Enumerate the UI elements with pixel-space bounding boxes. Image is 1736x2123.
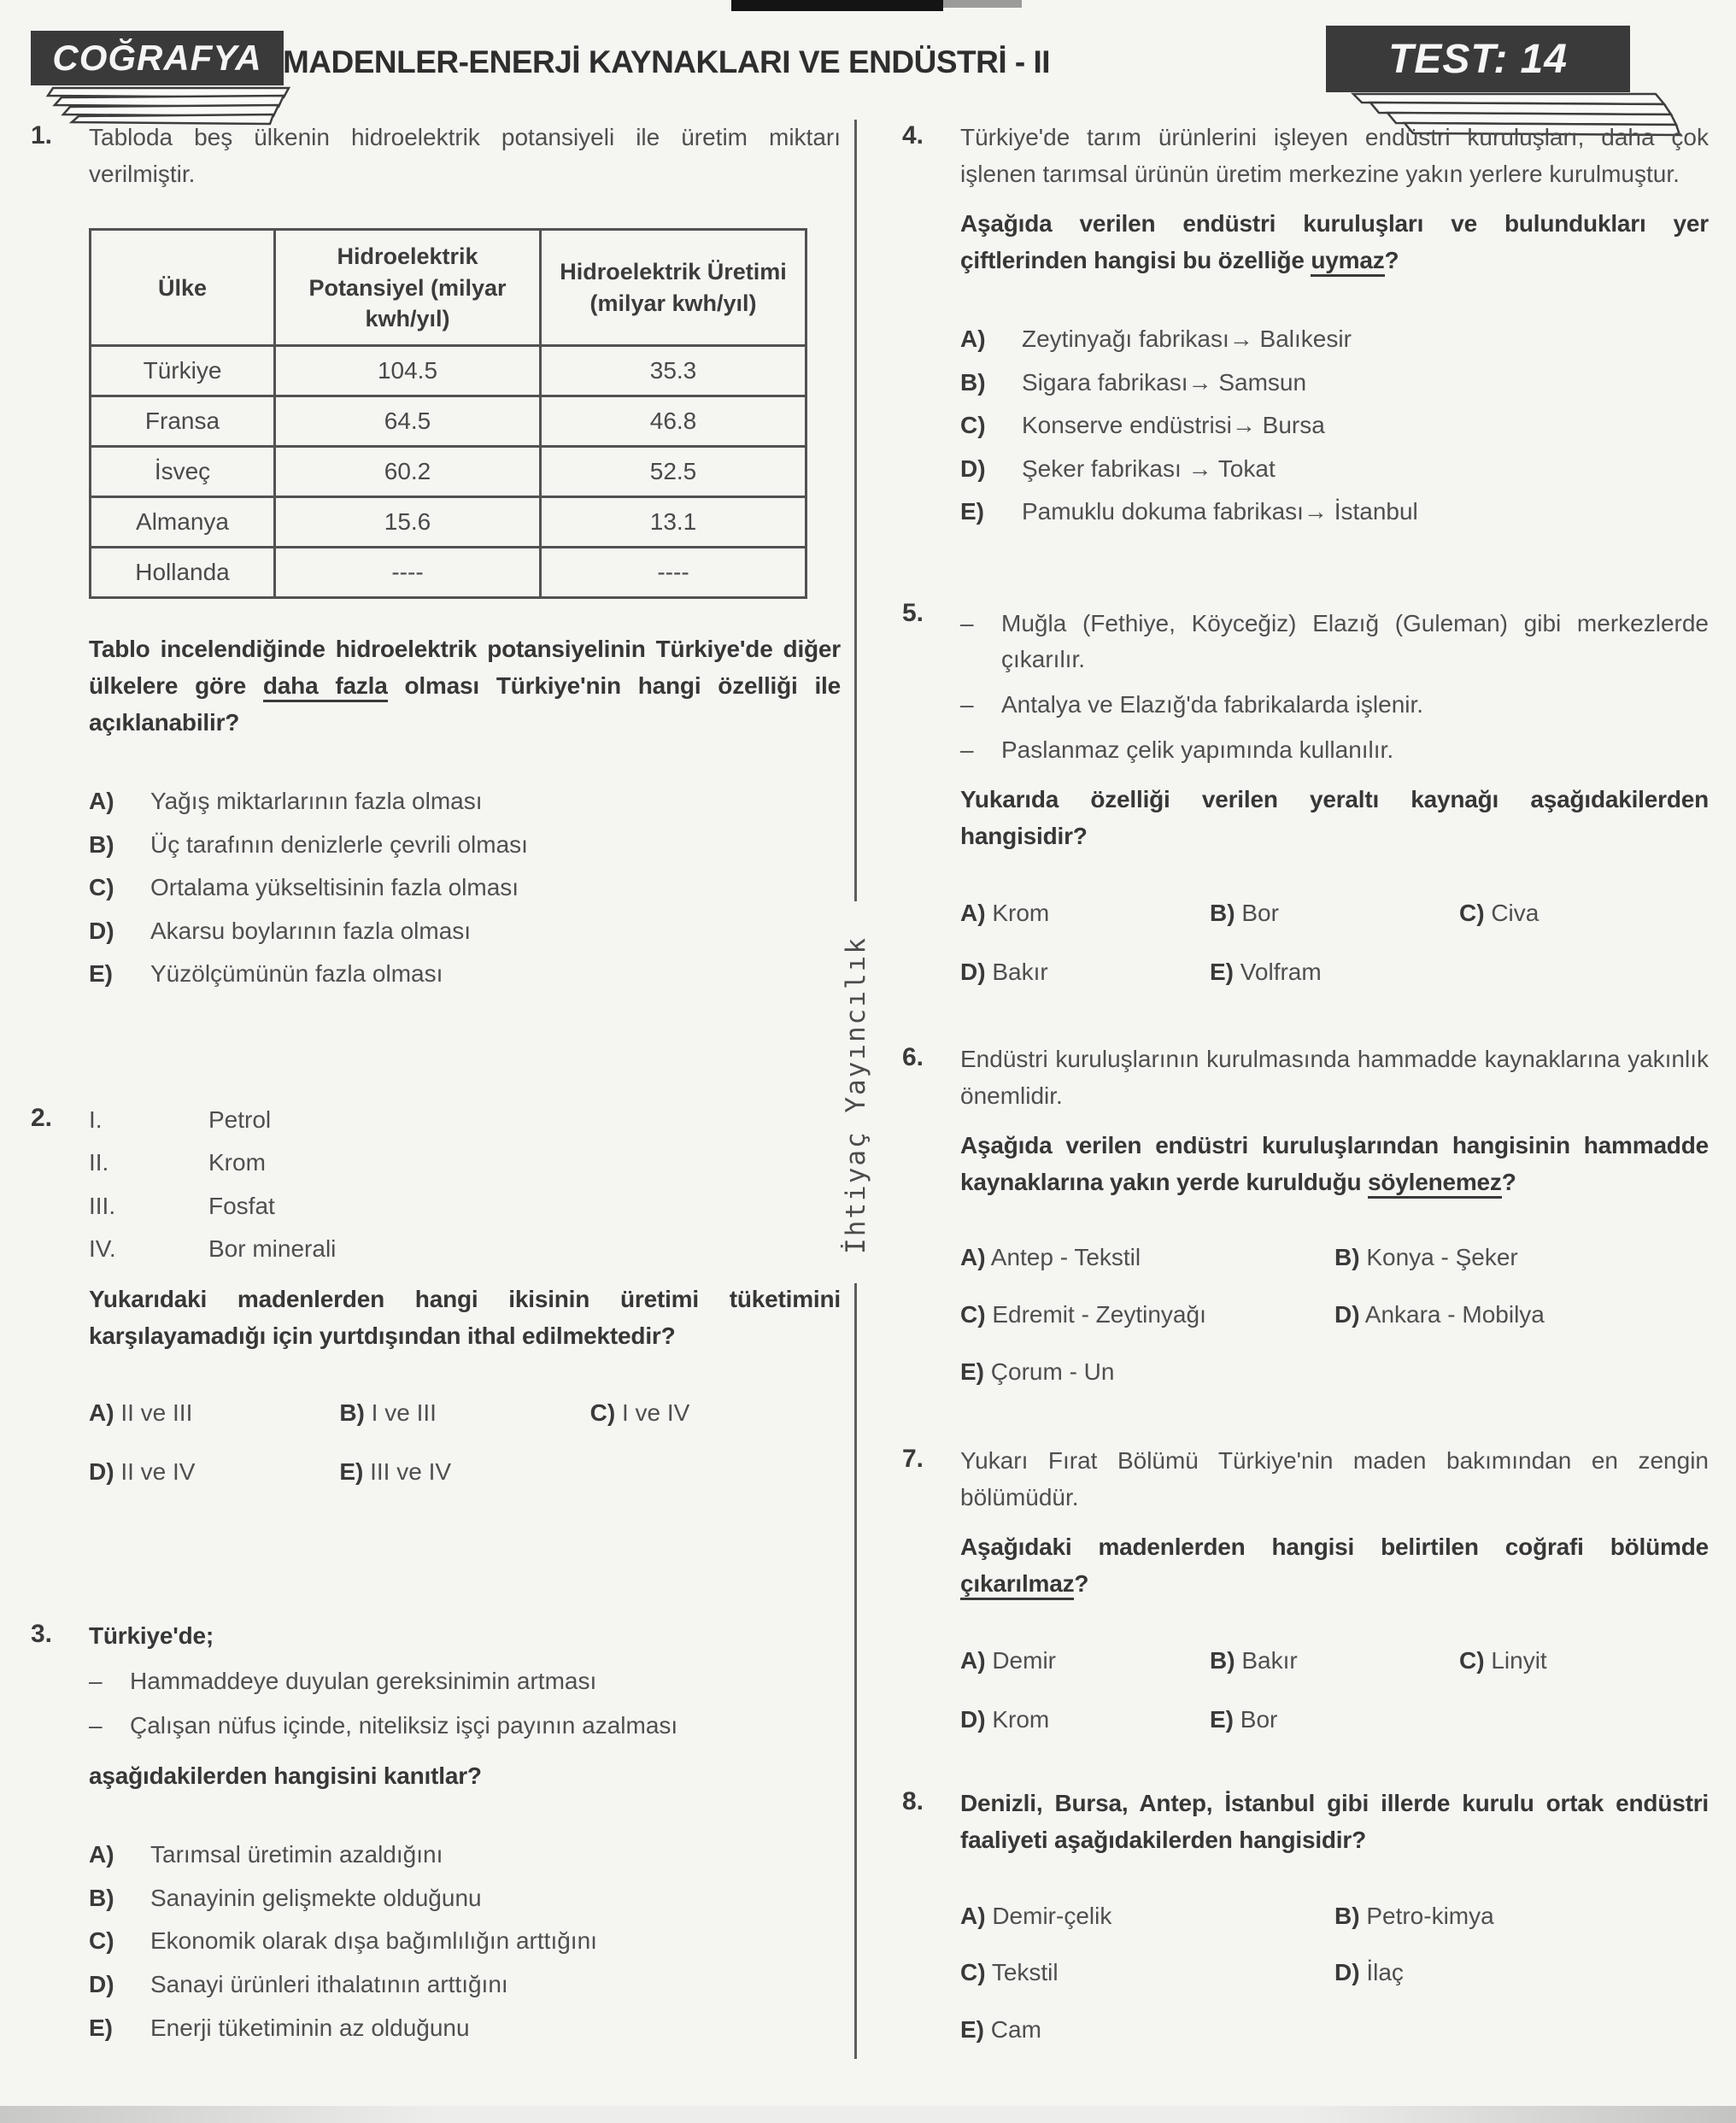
- option-cell: [89, 1395, 339, 1432]
- option-letter: A): [960, 1244, 986, 1271]
- question-intro: Tabloda beş ülkenin hidroelektrik potansiyeli ile üretim miktarı verilmiştir.: [89, 124, 841, 187]
- question-2: [31, 1102, 841, 1490]
- option-text: Krom: [992, 1705, 1050, 1733]
- option-letter: C): [89, 1927, 114, 1955]
- option-row: [89, 783, 841, 820]
- column-divider-bottom: [854, 1283, 857, 2059]
- hydroelectric-table: [89, 228, 807, 599]
- option-letter: E): [960, 498, 984, 525]
- option-letter: D): [960, 1705, 986, 1733]
- options-grid: [960, 1643, 1709, 1738]
- option-letter: C): [589, 1399, 616, 1427]
- table-cell: 35.3: [541, 346, 806, 396]
- list-item: III. Fosfat: [89, 1188, 841, 1225]
- option-text: Cam: [990, 2015, 1041, 2043]
- option-letter: E): [960, 2015, 984, 2043]
- option-letter: B): [89, 830, 114, 858]
- table-row: [91, 396, 806, 447]
- option-cell: [339, 1395, 589, 1432]
- option-row: [89, 1837, 841, 1874]
- dash-marker: –: [960, 691, 974, 718]
- option-letter: C): [960, 1959, 986, 1986]
- option-letter: E): [89, 960, 113, 988]
- question-stem: Aşağıdaki madenlerden hangisi belirtilen coğrafi bölümde çıkarılmaz?: [960, 1529, 1709, 1602]
- option-cell: [590, 1395, 841, 1432]
- numbered-items: [89, 1102, 841, 1268]
- option-cell: [1210, 1643, 1459, 1680]
- question-number: 2.: [31, 1103, 53, 1132]
- table-cell: 104.5: [275, 346, 541, 396]
- table-row: [91, 497, 806, 548]
- option-letter: D): [89, 1457, 114, 1485]
- option-text: Demir: [992, 1647, 1056, 1674]
- option-text: İlaç: [1366, 1959, 1404, 1986]
- option-text: Ortalama yükseltisinin fazla olması: [150, 874, 519, 901]
- option-letter: B): [960, 368, 986, 396]
- option-letter: D): [89, 917, 114, 944]
- option-cell: [960, 1240, 1334, 1276]
- option-cell: [339, 1454, 589, 1491]
- right-column: [902, 120, 1709, 2048]
- option-row: [89, 956, 841, 993]
- table-row: [91, 548, 806, 598]
- option-text: Şeker fabrikası → Tokat: [1022, 455, 1276, 482]
- roman-numeral: II.: [89, 1149, 109, 1176]
- option-letter: D): [960, 455, 986, 482]
- question-lead: Türkiye'de;: [89, 1622, 214, 1650]
- option-letter: A): [960, 1647, 986, 1674]
- option-text: Linyit: [1491, 1647, 1547, 1674]
- option-text: Petro-kimya: [1366, 1902, 1494, 1929]
- option-letter: A): [960, 325, 986, 353]
- dash-marker: –: [960, 609, 974, 636]
- table-cell: Türkiye: [91, 346, 275, 396]
- option-row: [89, 1967, 841, 2003]
- option-cell: [1334, 1240, 1709, 1276]
- table-cell: Fransa: [91, 396, 275, 447]
- option-text: Çorum - Un: [990, 1358, 1115, 1385]
- option-text: Pamuklu dokuma fabrikası→ İstanbul: [1022, 498, 1418, 525]
- option-cell: [960, 2012, 1334, 2049]
- question-number: 6.: [902, 1043, 924, 1072]
- option-cell: [960, 1955, 1334, 1991]
- option-text: Akarsu boylarının fazla olması: [150, 917, 472, 944]
- option-letter: B): [339, 1399, 365, 1427]
- option-cell: [960, 1898, 1334, 1935]
- dash-items: [960, 606, 1709, 768]
- option-letter: B): [1334, 1902, 1360, 1929]
- scan-artifact-bottom: [0, 2106, 1736, 2123]
- option-row: [960, 321, 1709, 358]
- option-text: Edremit - Zeytinyağı: [992, 1301, 1206, 1328]
- publisher-vertical-text: İhtiyaç Yayıncılık: [841, 936, 871, 1254]
- table-cell: 13.1: [541, 497, 806, 548]
- table-cell: ----: [541, 548, 806, 598]
- table-header-cell: Hidroelektrik Potansiyel (milyar kwh/yıl): [275, 230, 541, 346]
- option-text: II ve IV: [120, 1457, 196, 1485]
- table-row: [91, 346, 806, 396]
- table-cell: 52.5: [541, 447, 806, 497]
- dash-items: [89, 1663, 841, 1745]
- option-row: [960, 408, 1709, 444]
- list-item: I. Petrol: [89, 1102, 841, 1139]
- scan-artifact-top: [731, 0, 943, 11]
- option-cell: [960, 895, 1210, 932]
- option-row: [89, 1880, 841, 1917]
- table-header-cell: Hidroelektrik Üretimi (milyar kwh/yıl): [541, 230, 806, 346]
- option-letter: B): [1334, 1244, 1360, 1271]
- roman-numeral: IV.: [89, 1235, 116, 1263]
- option-text: II ve III: [120, 1399, 193, 1427]
- options-grid: [960, 1898, 1709, 2049]
- table-cell: İsveç: [91, 447, 275, 497]
- option-letter: C): [89, 874, 114, 901]
- option-text: Konserve endüstrisi→ Bursa: [1022, 412, 1325, 439]
- options-list: [960, 321, 1709, 531]
- question-1: [31, 120, 841, 993]
- option-text: Volfram: [1240, 958, 1322, 985]
- question-7: [902, 1443, 1709, 1738]
- option-row: [89, 913, 841, 950]
- option-letter: D): [1334, 1301, 1360, 1328]
- list-item: – Çalışan nüfus içinde, niteliksiz işçi payının azalması: [89, 1708, 841, 1745]
- test-number-label: TEST: 14: [1388, 36, 1568, 82]
- options-list: [89, 783, 841, 993]
- option-text: Bor: [1240, 1705, 1278, 1733]
- option-text: Sanayinin gelişmekte olduğunu: [150, 1884, 482, 1911]
- question-number: 8.: [902, 1787, 924, 1816]
- option-cell: [89, 1454, 339, 1491]
- option-cell: [1210, 954, 1459, 991]
- list-item: – Antalya ve Elazığ'da fabrikalarda işlenir.: [960, 687, 1709, 724]
- option-letter: D): [89, 1970, 114, 1997]
- underlined-text: daha fazla: [263, 672, 388, 702]
- options-grid: [960, 895, 1709, 990]
- option-row: [960, 365, 1709, 402]
- scan-artifact-top-2: [943, 0, 1022, 8]
- question-intro: Yukarı Fırat Bölümü Türkiye'nin maden bakımından en zengin bölümüdür.: [960, 1447, 1709, 1510]
- option-cell: [1210, 895, 1459, 932]
- option-row: [960, 451, 1709, 488]
- option-text: Civa: [1491, 900, 1540, 927]
- option-letter: D): [960, 958, 986, 985]
- table-cell: Almanya: [91, 497, 275, 548]
- option-text: I ve IV: [621, 1399, 690, 1427]
- question-4: [902, 120, 1709, 531]
- table-header-row: [91, 230, 806, 346]
- option-letter: A): [89, 1841, 114, 1868]
- option-text: Ekonomik olarak dışa bağımlılığın arttığını: [150, 1927, 597, 1955]
- question-stem: Yukarıdaki madenlerden hangi ikisinin üretimi tüketimini karşılayamadığı için yurtdışından ithal edilmektedir?: [89, 1285, 841, 1349]
- question-stem: Denizli, Bursa, Antep, İstanbul gibi illerde kurulu ortak endüstri faaliyeti aşağıdakilerden hangisidir?: [960, 1790, 1709, 1853]
- option-text: Tarımsal üretimin azaldığını: [150, 1841, 443, 1868]
- option-text: Bakır: [1241, 1647, 1298, 1674]
- option-cell: [1334, 1898, 1709, 1935]
- option-cell: [960, 1702, 1210, 1739]
- table-cell: 60.2: [275, 447, 541, 497]
- question-number: 3.: [31, 1620, 53, 1649]
- option-letter: C): [1459, 900, 1485, 927]
- option-text: Enerji tüketiminin az olduğunu: [150, 2014, 470, 2041]
- option-text: Bakır: [992, 958, 1048, 985]
- option-text: Üç tarafının denizlerle çevrili olması: [150, 830, 528, 858]
- question-stem: Tablo incelendiğinde hidroelektrik potansiyelinin Türkiye'de diğer ülkelere göre daha fazla olması Türkiye'nin hangi özelliği ile açıklanabilir?: [89, 636, 841, 736]
- option-cell: [1334, 1955, 1709, 1991]
- question-stem: aşağıdakilerden hangisini kanıtlar?: [89, 1762, 482, 1789]
- list-item: – Paslanmaz çelik yapımında kullanılır.: [960, 732, 1709, 769]
- table-cell: 64.5: [275, 396, 541, 447]
- option-letter: B): [1210, 1647, 1235, 1674]
- list-item: – Muğla (Fethiye, Köyceğiz) Elazığ (Guleman) gibi merkezlerde çıkarılır.: [960, 606, 1709, 678]
- table-cell: ----: [275, 548, 541, 598]
- option-letter: D): [1334, 1959, 1360, 1986]
- option-text: Sanayi ürünleri ithalatının arttığını: [150, 1970, 508, 1997]
- table-cell: 15.6: [275, 497, 541, 548]
- option-letter: B): [89, 1884, 114, 1911]
- option-letter: C): [960, 1301, 986, 1328]
- option-cell: [960, 1643, 1210, 1680]
- option-text: Ankara - Mobilya: [1364, 1301, 1545, 1328]
- option-letter: B): [1210, 900, 1235, 927]
- option-row: [89, 2010, 841, 2047]
- question-intro: Türkiye'de tarım ürünlerini işleyen endüstri kuruluşları, daha çok işlenen tarımsal ürünün üretim merkezine yakın yerlere kurulmuştur.: [960, 124, 1709, 187]
- option-letter: A): [89, 1399, 114, 1427]
- list-item: – Hammaddeye duyulan gereksinimin artması: [89, 1663, 841, 1700]
- option-cell: [960, 1297, 1334, 1334]
- underlined-text: çıkarılmaz: [960, 1570, 1074, 1600]
- option-letter: A): [960, 900, 986, 927]
- question-6: [902, 1041, 1709, 1390]
- question-stem: Aşağıda verilen endüstri kuruluşları ve bulundukları yer çiftlerinden hangisi bu özelliğe uymaz?: [960, 206, 1709, 279]
- underlined-text: söylenemez: [1368, 1169, 1502, 1199]
- option-text: Sigara fabrikası→ Samsun: [1022, 368, 1307, 396]
- option-text: Yüzölçümünün fazla olması: [150, 960, 443, 988]
- table-cell: Hollanda: [91, 548, 275, 598]
- underlined-text: uymaz: [1311, 247, 1384, 277]
- question-number: 7.: [902, 1445, 924, 1474]
- option-letter: E): [339, 1457, 364, 1485]
- option-cell: [1459, 1643, 1709, 1680]
- option-cell: [960, 1354, 1334, 1391]
- option-cell: [1334, 1297, 1709, 1334]
- dash-marker: –: [89, 1712, 103, 1739]
- option-letter: E): [89, 2014, 113, 2041]
- option-letter: E): [960, 1358, 984, 1385]
- list-item: II. Krom: [89, 1145, 841, 1182]
- option-cell: [1210, 1702, 1459, 1739]
- option-cell: [1459, 895, 1709, 932]
- left-column: [31, 120, 841, 2046]
- column-divider-top: [854, 120, 857, 901]
- option-letter: E): [1210, 958, 1234, 985]
- options-grid: [960, 1240, 1709, 1390]
- question-intro: Endüstri kuruluşlarının kurulmasında hammadde kaynaklarına yakınlık önemlidir.: [960, 1046, 1709, 1109]
- list-item: IV. Bor minerali: [89, 1231, 841, 1268]
- option-text: Konya - Şeker: [1366, 1244, 1518, 1271]
- option-text: Antep - Tekstil: [990, 1244, 1141, 1271]
- question-number: 1.: [31, 121, 53, 150]
- option-text: III ve IV: [370, 1457, 452, 1485]
- subject-badge: [31, 31, 284, 85]
- option-row: [89, 1923, 841, 1960]
- option-text: Zeytinyağı fabrikası→ Balıkesir: [1022, 325, 1352, 353]
- option-letter: A): [89, 788, 114, 815]
- table-header-cell: Ülke: [91, 230, 275, 346]
- option-row: [960, 494, 1709, 531]
- table-row: [91, 447, 806, 497]
- test-number-badge: [1326, 26, 1630, 92]
- option-letter: E): [1210, 1705, 1234, 1733]
- dash-marker: –: [89, 1667, 103, 1694]
- option-letter: A): [960, 1902, 986, 1929]
- option-text: I ve III: [371, 1399, 437, 1427]
- question-5: [902, 597, 1709, 990]
- option-row: [89, 827, 841, 864]
- option-row: [89, 870, 841, 906]
- question-8: [902, 1786, 1709, 2048]
- question-3: [31, 1618, 841, 2046]
- option-text: Tekstil: [991, 1959, 1059, 1986]
- question-number: 5.: [902, 598, 924, 627]
- option-cell: [960, 954, 1210, 991]
- roman-numeral: I.: [89, 1105, 103, 1133]
- subject-badge-label: COĞRAFYA: [52, 38, 262, 78]
- option-text: Krom: [992, 900, 1050, 927]
- option-text: Demir-çelik: [992, 1902, 1112, 1929]
- option-letter: C): [960, 412, 986, 439]
- options-list: [89, 1837, 841, 2046]
- page-title: MADENLER-ENERJİ KAYNAKLARI VE ENDÜSTRİ - II: [282, 44, 1051, 79]
- option-letter: C): [1459, 1647, 1485, 1674]
- options-grid: [89, 1395, 841, 1490]
- table-cell: 46.8: [541, 396, 806, 447]
- option-text: Bor: [1241, 900, 1279, 927]
- option-text: Yağış miktarlarının fazla olması: [150, 788, 483, 815]
- roman-numeral: III.: [89, 1192, 116, 1219]
- question-stem: Aşağıda verilen endüstri kuruluşlarından hangisinin hammadde kaynaklarına yakın yerde kurulduğu söylenemez?: [960, 1128, 1709, 1200]
- dash-marker: –: [960, 736, 974, 763]
- question-number: 4.: [902, 121, 924, 150]
- question-stem: Yukarıda özelliği verilen yeraltı kaynağı aşağıdakilerden hangisidir?: [960, 786, 1709, 849]
